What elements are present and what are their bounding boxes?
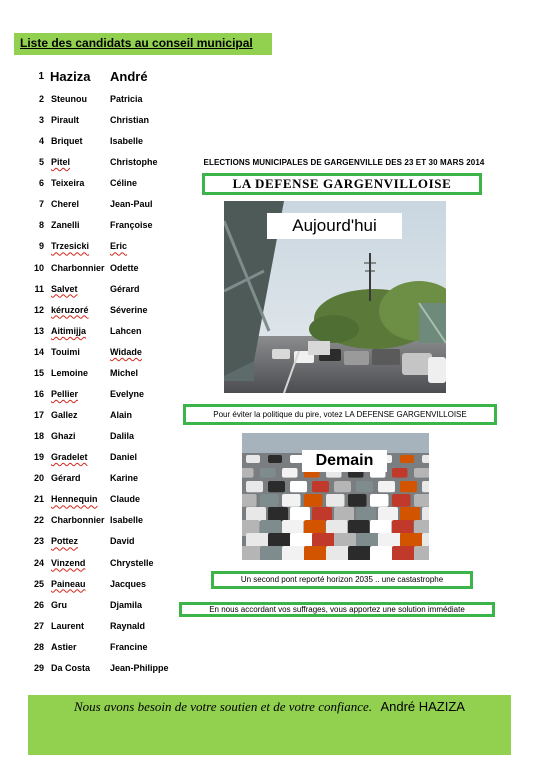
car-shape — [378, 507, 398, 521]
car-shape — [422, 481, 429, 492]
candidate-lastname: Touimi — [51, 346, 80, 357]
footer-box — [28, 695, 511, 755]
candidate-lastname: Charbonnier — [51, 262, 105, 273]
candidate-lastname: Pottez — [51, 536, 78, 547]
candidate-firstname: Christian — [110, 115, 150, 126]
candidate-firstname: David — [110, 536, 135, 547]
car-shape — [326, 494, 345, 507]
candidate-firstname: Isabelle — [110, 515, 144, 526]
slogan-bridge: Un second pont reporté horizon 2035 .. une castastrophe — [240, 575, 444, 584]
car-shape — [400, 507, 420, 521]
header-title: Liste des candidats au conseil municipal — [20, 36, 253, 50]
car-shape — [268, 507, 288, 521]
car-shape — [400, 455, 414, 463]
candidate-lastname: kéruzoré — [51, 304, 89, 315]
car-shape — [422, 455, 429, 463]
car-shape — [422, 507, 429, 521]
candidate-lastname: Briquet — [51, 136, 83, 147]
car-shape — [246, 455, 260, 463]
candidate-number: 10 — [33, 262, 44, 273]
candidate-lastname: Gru — [51, 599, 68, 610]
car-shape — [260, 468, 276, 478]
car-shape — [282, 546, 307, 560]
car-shape — [414, 468, 429, 478]
candidate-number: 7 — [38, 199, 44, 210]
candidate-number: 4 — [38, 136, 44, 147]
candidate-lastname: Aitimijja — [51, 325, 87, 336]
candidate-number: 6 — [38, 178, 44, 189]
candidate-lastname: Trzesicki — [51, 241, 90, 252]
candidate-number: 29 — [33, 662, 44, 673]
candidate-lastname: Zanelli — [51, 220, 80, 231]
candidate-number: 26 — [33, 599, 44, 610]
candidate-lastname: Hennequin — [51, 494, 98, 505]
candidate-number: 22 — [33, 515, 44, 526]
car-shape — [370, 546, 395, 560]
car-shape — [246, 481, 263, 492]
slogan-vote: Pour éviter la politique du pire, votez LA DEFENSE GARGENVILLOISE — [213, 410, 467, 419]
candidate-number: 27 — [33, 620, 44, 631]
car-shape — [334, 481, 351, 492]
candidate-number: 3 — [38, 115, 44, 126]
candidate-firstname: Dalila — [110, 431, 135, 442]
candidate-firstname: Jean-Paul — [110, 199, 153, 210]
candidate-lastname: Vinzend — [51, 557, 86, 568]
candidate-firstname: Christophe — [110, 157, 158, 168]
candidate-firstname: Alain — [110, 410, 133, 421]
candidate-lastname: Teixeira — [51, 178, 85, 189]
car-shape — [370, 494, 389, 507]
candidate-firstname: Lahcen — [110, 325, 142, 336]
car-shape — [378, 481, 395, 492]
party-name: LA DEFENSE GARGENVILLOISE — [232, 176, 452, 191]
candidate-number: 23 — [33, 536, 44, 547]
candidate-lastname: Gradelet — [51, 452, 88, 463]
candidate-number: 15 — [33, 367, 44, 378]
car-shape — [392, 468, 408, 478]
candidate-firstname: Odette — [110, 262, 139, 273]
candidate-lastname: Steunou — [51, 94, 87, 104]
footer-message: Nous avons besoin de votre soutien et de votre confiance. — [74, 699, 372, 714]
photo-tomorrow-label: Demain — [302, 450, 387, 472]
car-shape — [290, 507, 310, 521]
candidate-number: 8 — [38, 220, 44, 231]
candidate-firstname: Claude — [110, 494, 141, 505]
car-shape — [282, 494, 301, 507]
car-shape — [268, 481, 285, 492]
candidate-firstname: Michel — [110, 367, 139, 378]
candidate-number: 5 — [38, 157, 44, 168]
candidate-firstname: Djamila — [110, 599, 143, 610]
candidate-lastname: Cherel — [51, 199, 80, 210]
car-shape — [242, 494, 257, 507]
car-shape — [312, 481, 329, 492]
car-shape — [414, 494, 429, 507]
car-shape — [304, 546, 329, 560]
candidate-number: 28 — [33, 641, 44, 652]
candidate-number: 20 — [33, 473, 44, 484]
car-shape — [304, 494, 323, 507]
candidate-lastname: Pellier — [51, 388, 79, 399]
car-shape — [242, 468, 254, 478]
photo-today-traffic — [224, 201, 446, 393]
car-shape — [260, 546, 285, 560]
car-shape — [348, 546, 373, 560]
candidate-firstname: Chrystelle — [110, 557, 154, 568]
candidate-lastname: Pirault — [51, 115, 80, 126]
photo-today-label: Aujourd'hui — [267, 213, 402, 239]
candidate-number: 16 — [33, 388, 44, 399]
election-title: ELECTIONS MUNICIPALES DE GARGENVILLE DES 23 ET 30 MARS 2014 — [203, 158, 485, 167]
candidate-lastname: Laurent — [51, 620, 85, 631]
car-shape — [260, 494, 279, 507]
candidate-lastname: Astier — [51, 641, 77, 652]
candidate-firstname: Widade — [110, 346, 142, 357]
car-shape — [392, 546, 417, 560]
car-shape — [242, 546, 263, 560]
car-shape — [414, 546, 429, 560]
car-shape — [392, 494, 411, 507]
car-shape — [348, 494, 367, 507]
candidate-firstname: Séverine — [110, 304, 148, 315]
candidate-firstname: Françoise — [110, 220, 153, 231]
candidate-lastname: Paineau — [51, 578, 86, 589]
photo-tomorrow-traffic — [242, 433, 429, 560]
candidate-lastname: Ghazi — [51, 431, 76, 442]
car-shape — [326, 546, 351, 560]
candidate-firstname: Céline — [110, 178, 138, 189]
slogan-bridge-box — [211, 571, 473, 589]
car-shape — [356, 481, 373, 492]
candidate-number: 14 — [33, 346, 44, 357]
candidate-lastname: Gérard — [51, 473, 81, 484]
candidate-firstname: Karine — [110, 473, 139, 484]
candidate-number: 18 — [33, 431, 44, 442]
candidate-number: 21 — [33, 494, 44, 505]
car-shape — [400, 481, 417, 492]
car-shape — [312, 507, 332, 521]
candidate-number: 9 — [38, 241, 44, 252]
candidate-lastname: Lemoine — [51, 367, 89, 378]
candidate-lastname: Gallez — [51, 410, 78, 421]
candidate-firstname: Jacques — [110, 578, 147, 589]
candidate-firstname: Francine — [110, 641, 148, 652]
candidate-lastname: Salvet — [51, 283, 78, 294]
car-shape — [282, 468, 298, 478]
candidate-number: 13 — [33, 325, 44, 336]
candidate-number: 17 — [33, 410, 44, 421]
candidate-firstname: Evelyne — [110, 388, 145, 399]
candidate-firstname: Patricia — [110, 94, 143, 104]
candidate-number: 2 — [38, 94, 44, 104]
candidate-firstname: Eric — [110, 241, 128, 252]
candidate-firstname: André — [110, 69, 148, 84]
candidate-number: 25 — [33, 578, 44, 589]
candidate-firstname: Jean-Philippe — [110, 662, 169, 673]
car-shape — [268, 455, 282, 463]
car-shape — [356, 507, 376, 521]
candidate-number: 1 — [38, 71, 44, 82]
header-title-box — [14, 33, 272, 55]
candidate-lastname: Charbonnier — [51, 515, 105, 526]
car-shape — [246, 507, 266, 521]
candidate-number: 11 — [34, 283, 44, 294]
car-shape — [334, 507, 354, 521]
candidate-lastname: Da Costa — [51, 662, 91, 673]
slogan-solution-box — [179, 602, 495, 617]
slogan-vote-box — [183, 404, 497, 425]
candidate-number: 12 — [33, 304, 44, 315]
candidate-firstname: Raynald — [110, 620, 146, 631]
car-shape — [290, 481, 307, 492]
footer-signature: André HAZIZA — [380, 699, 465, 714]
candidate-number: 24 — [33, 557, 44, 568]
candidate-lastname: Pitel — [51, 157, 71, 168]
candidate-lastname: Haziza — [50, 69, 91, 84]
candidate-number: 19 — [33, 452, 44, 463]
candidate-firstname: Daniel — [110, 452, 138, 463]
party-name-box — [202, 173, 482, 195]
slogan-solution: En nous accordant vos suffrages, vous apportez une solution immédiate — [209, 605, 465, 614]
candidate-firstname: Isabelle — [110, 136, 144, 147]
candidate-firstname: Gérard — [110, 283, 140, 294]
